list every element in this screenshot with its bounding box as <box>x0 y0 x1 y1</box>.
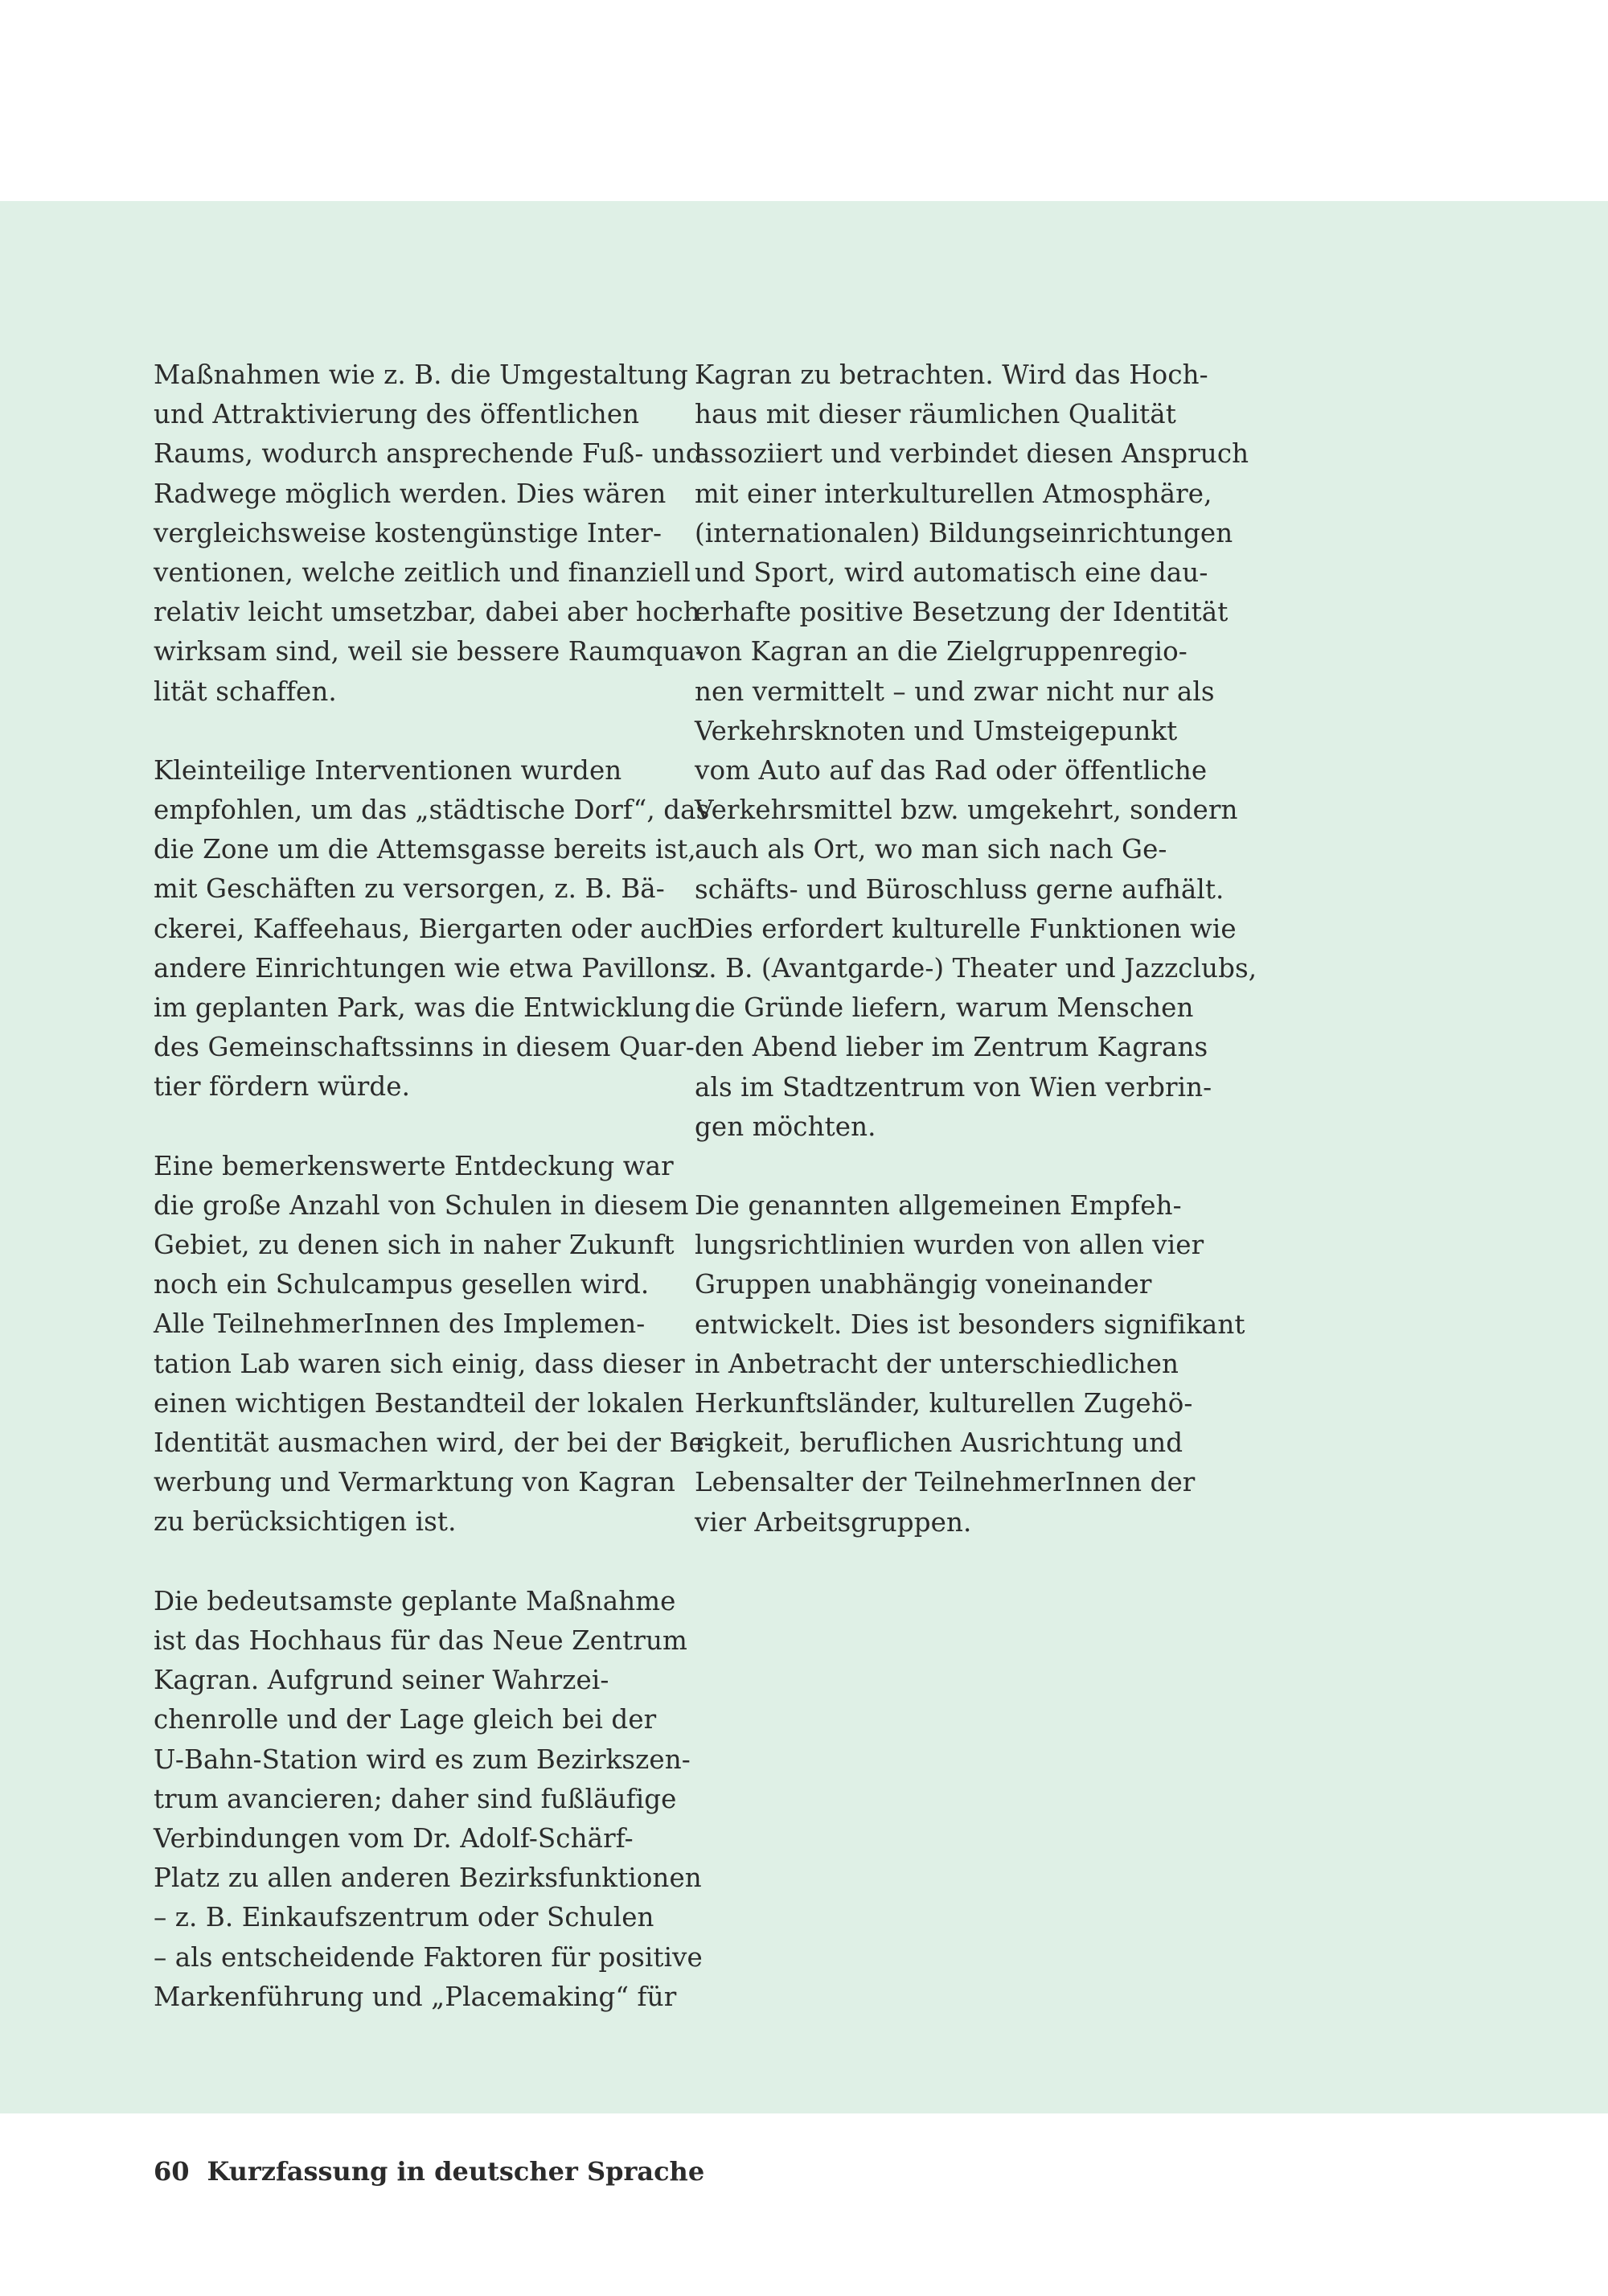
text-line: Gruppen unabhängig voneinander <box>695 1269 1152 1300</box>
text-line: Kagran zu betrachten. Wird das Hoch- <box>695 359 1208 390</box>
text-line: werbung und Vermarktung von Kagran <box>154 1467 676 1498</box>
text-line: nen vermittelt – und zwar nicht nur als <box>695 676 1215 707</box>
text-line: Dies erfordert kulturelle Funktionen wie <box>695 913 1237 944</box>
text-line: entwickelt. Dies ist besonders signifikant <box>695 1308 1245 1340</box>
text-line: chenrolle und der Lage gleich bei der <box>154 1704 657 1735</box>
paragraph <box>154 355 704 712</box>
text-line: ckerei, Kaffeehaus, Biergarten oder auch <box>154 913 704 944</box>
text-line: Die genannten allgemeinen Empfeh- <box>695 1190 1182 1222</box>
text-line: den Abend lieber im Zentrum Kagrans <box>695 1032 1208 1063</box>
text-line: Gebiet, zu denen sich in naher Zukunft <box>154 1230 675 1261</box>
text-line: und Sport, wird automatisch eine dau- <box>695 557 1208 589</box>
text-line: U-Bahn-Station wird es zum Bezirkszen- <box>154 1744 691 1775</box>
text-line: rigkeit, beruflichen Ausrichtung und <box>695 1427 1183 1459</box>
text-line: lungsrichtlinien wurden von allen vier <box>695 1230 1204 1261</box>
text-line: Verbindungen vom Dr. Adolf-Schärf- <box>154 1822 634 1854</box>
text-line: Verkehrsknoten und Umsteigepunkt <box>695 715 1178 746</box>
text-line: – als entscheidende Faktoren für positive <box>154 1941 703 1973</box>
page-number: 60 <box>154 2156 190 2187</box>
text-line: Identität ausmachen wird, der bei der Be- <box>154 1427 713 1459</box>
text-line: schäfts- und Büroschluss gerne aufhält. <box>695 873 1224 905</box>
text-line: andere Einrichtungen wie etwa Pavillons <box>154 952 700 984</box>
section-title: Kurzfassung in deutscher Sprache <box>207 2156 705 2187</box>
text-line: Kagran. Aufgrund seiner Wahrzei- <box>154 1665 609 1696</box>
text-line: noch ein Schulcampus gesellen wird. <box>154 1269 650 1300</box>
text-line: die Zone um die Attemsgasse bereits ist, <box>154 834 696 865</box>
text-line: Herkunftsländer, kulturellen Zugehö- <box>695 1388 1193 1419</box>
paragraph <box>695 355 1257 1147</box>
text-line: (internationalen) Bildungseinrichtungen <box>695 517 1233 548</box>
text-line: wirksam sind, weil sie bessere Raumqua- <box>154 636 704 667</box>
text-line: ventionen, welche zeitlich und finanziell <box>154 557 691 589</box>
text-line: tier fördern würde. <box>154 1071 411 1103</box>
text-line: Maßnahmen wie z. B. die Umgestaltung <box>154 359 688 390</box>
text-line: die große Anzahl von Schulen in diesem <box>154 1189 689 1221</box>
text-line: zu berücksichtigen ist. <box>154 1506 457 1538</box>
text-line: im geplanten Park, was die Entwicklung <box>154 992 691 1024</box>
text-line: in Anbetracht der unterschiedlichen <box>695 1348 1179 1379</box>
text-line: assoziiert und verbindet diesen Anspruch <box>695 438 1249 470</box>
text-line: erhafte positive Besetzung der Identität <box>695 597 1229 628</box>
text-line: auch als Ort, wo man sich nach Ge- <box>695 834 1167 865</box>
text-line: und Attraktivierung des öffentlichen <box>154 399 640 430</box>
text-line: gen möchten. <box>695 1111 876 1142</box>
paragraph <box>154 1582 703 2017</box>
text-line: Radwege möglich werden. Dies wären <box>154 478 667 509</box>
text-line: vier Arbeitsgruppen. <box>695 1506 972 1538</box>
text-line: mit einer interkulturellen Atmosphäre, <box>695 478 1212 509</box>
text-line: von Kagran an die Zielgruppenregio- <box>695 636 1188 667</box>
paragraph <box>154 1147 713 1542</box>
text-line: tation Lab waren sich einig, dass dieser <box>154 1348 685 1379</box>
text-line: – z. B. Einkaufszentrum oder Schulen <box>154 1902 654 1933</box>
text-line: die Gründe liefern, warum Menschen <box>695 992 1194 1024</box>
text-line: vergleichsweise kostengünstige Inter- <box>154 517 662 548</box>
text-line: Alle TeilnehmerInnen des Implemen- <box>154 1308 646 1340</box>
text-line: vom Auto auf das Rad oder öffentliche <box>695 755 1208 787</box>
page-footer <box>154 2154 704 2189</box>
text-line: Kleinteilige Interventionen wurden <box>154 754 622 786</box>
text-line: einen wichtigen Bestandteil der lokalen <box>154 1387 684 1419</box>
text-column-right <box>695 355 1257 1582</box>
text-line: empfohlen, um das „städtische Dorf“, das <box>154 795 710 826</box>
text-line: ist das Hochhaus für das Neue Zentrum <box>154 1624 687 1656</box>
text-line: Die bedeutsamste geplante Maßnahme <box>154 1585 676 1616</box>
text-line: Platz zu allen anderen Bezirksfunktionen <box>154 1863 702 1894</box>
text-line: Markenführung und „Placemaking“ für <box>154 1981 677 2012</box>
text-line: haus mit dieser räumlichen Qualität <box>695 399 1176 430</box>
text-line: Verkehrsmittel bzw. umgekehrt, sondern <box>695 795 1238 826</box>
text-line: relativ leicht umsetzbar, dabei aber hoch <box>154 597 700 628</box>
text-line: Eine bemerkenswerte Entdeckung war <box>154 1150 674 1181</box>
text-line: mit Geschäften zu versorgen, z. B. Bä- <box>154 873 665 905</box>
text-line: Lebensalter der TeilnehmerInnen der <box>695 1467 1196 1498</box>
text-line: des Gemeinschaftssinns in diesem Quar- <box>154 1032 695 1063</box>
text-line: lität schaffen. <box>154 676 337 707</box>
text-line: trum avancieren; daher sind fußläufige <box>154 1783 677 1814</box>
text-line: Raums, wodurch ansprechende Fuß- und <box>154 438 703 470</box>
paragraph <box>695 1186 1245 1542</box>
text-line: z. B. (Avantgarde-) Theater und Jazzclubs, <box>695 953 1257 984</box>
text-column-left <box>154 355 713 2056</box>
paragraph <box>154 751 710 1107</box>
text-line: als im Stadtzentrum von Wien verbrin- <box>695 1071 1212 1103</box>
